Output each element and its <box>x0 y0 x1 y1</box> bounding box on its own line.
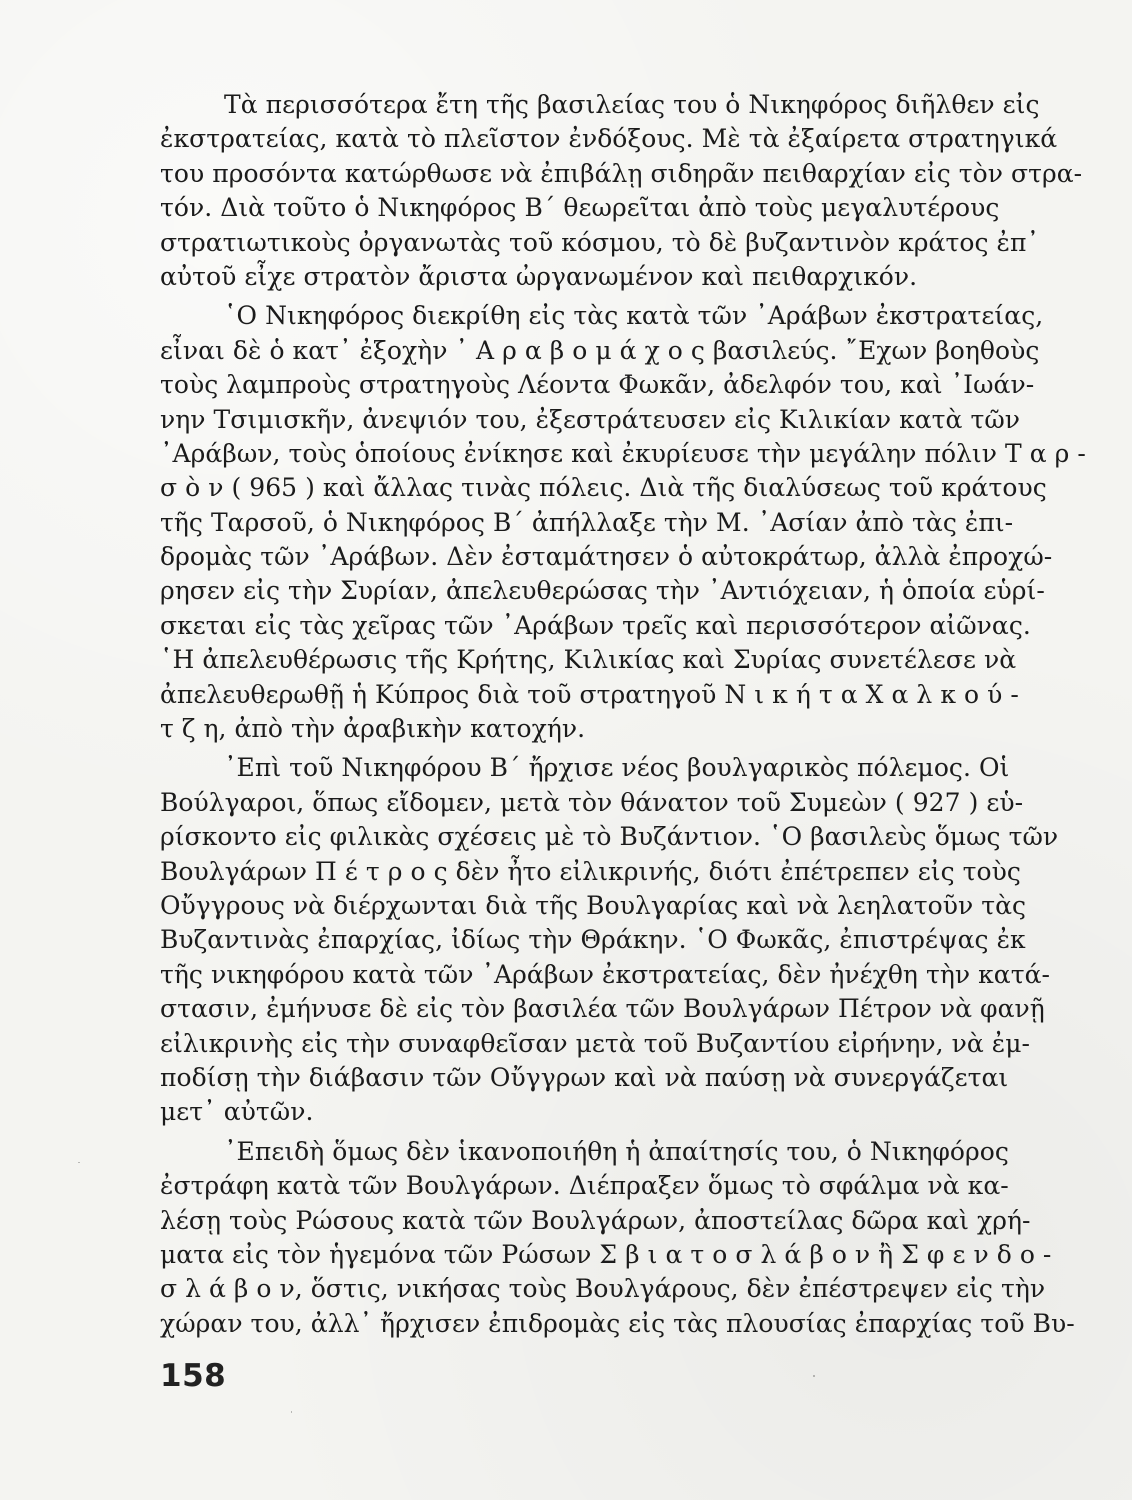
text-line: ἐκστρατείας, κατὰ τὸ πλεῖστον ἐνδόξους. Μὲ τὰ ἐξαίρετα στρατηγικά <box>160 124 1058 154</box>
text-line: ῾Ο Νικηφόρος διεκρίθη εἰς τὰς κατὰ τῶν ᾽Αράβων ἐκστρατείας, <box>224 301 1044 331</box>
text-line: ἀπελευθερωθῇ ἡ Κύπρος διὰ τοῦ στρατηγοῦ Ν ι κ ή τ α Χ α λ κ ο ύ - <box>160 679 1019 709</box>
text-line: αὐτοῦ εἶχε στρατὸν ἄριστα ὠργανωμένον καὶ πειθαρχικόν. <box>160 261 918 291</box>
text-line: τ ζ η, ἀπὸ τὴν ἀραβικὴν κατοχήν. <box>160 714 586 744</box>
text-line: εἰλικρινὴς εἰς τὴν συναφθεῖσαν μετὰ τοῦ Βυζαντίου εἰρήνην, νὰ ἐμ- <box>160 1028 1031 1058</box>
text-line: σ λ ά β ο ν, ὅστις, νικήσας τοὺς Βουλγάρους, δὲν ἐπέστρεψεν εἰς τὴν <box>160 1274 1046 1304</box>
text-line: του προσόντα κατώρθωσε νὰ ἐπιβάλῃ σιδηρᾶν πειθαρχίαν εἰς τὸν στρα- <box>160 158 1083 188</box>
body-text <box>160 88 1086 1341</box>
page-number: 158 <box>160 1358 227 1394</box>
text-line: χώραν του, ἀλλ᾽ ἤρχισεν ἐπιδρομὰς εἰς τὰς πλουσίας ἐπαρχίας τοῦ Βυ- <box>160 1308 1075 1338</box>
text-line: σ ὸ ν ( 965 ) καὶ ἄλλας τινὰς πόλεις. Διὰ τῆς διαλύσεως τοῦ κράτους <box>160 473 1047 503</box>
text-line: τοὺς λαμπροὺς στρατηγοὺς Λέοντα Φωκᾶν, ἀδελφόν του, καὶ ᾽Ιωάν- <box>160 370 1035 400</box>
text-line: Οὔγγρους νὰ διέρχωνται διὰ τῆς Βουλγαρίας καὶ νὰ λεηλατοῦν τὰς <box>160 890 1027 920</box>
text-line: Τὰ περισσότερα ἔτη τῆς βασιλείας του ὁ Νικηφόρος διῆλθεν εἰς <box>224 90 1040 119</box>
text-line: ρησεν εἰς τὴν Συρίαν, ἀπελευθερώσας τὴν ᾽Αντιόχειαν, ἡ ὁποία εὑρί- <box>160 576 1045 606</box>
text-line: τόν. Διὰ τοῦτο ὁ Νικηφόρος Β΄ θεωρεῖται ἀπὸ τοὺς μεγαλυτέρους <box>160 193 1000 223</box>
dust-speck <box>291 1411 292 1413</box>
text-line: εἶναι δὲ ὁ κατ᾽ ἐξοχὴν ᾽ Α ρ α β ο μ ά χ ο ς βασιλεύς. ῎Εχων βοηθοὺς <box>160 335 1040 365</box>
text-line: ῾Η ἀπελευθέρωσις τῆς Κρήτης, Κιλικίας καὶ Συρίας συνετέλεσε νὰ <box>160 645 1017 675</box>
text-line: στρατιωτικοὺς ὀργανωτὰς τοῦ κόσμου, τὸ δὲ βυζαντινὸν κράτος ἐπ᾽ <box>160 227 1040 257</box>
text-line: μετ᾽ αὐτῶν. <box>160 1097 314 1127</box>
text-line: ποδίσῃ τὴν διάβασιν τῶν Οὔγγρων καὶ νὰ παύσῃ νὰ συνεργάζεται <box>160 1062 1009 1092</box>
text-line: ᾽Επειδὴ ὅμως δὲν ἱκανοποιήθη ἡ ἀπαίτησίς του, ὁ Νικηφόρος <box>224 1136 1009 1166</box>
text-line: Βούλγαροι, ὅπως εἴδομεν, μετὰ τὸν θάνατον τοῦ Συμεὼν ( 927 ) εὑ- <box>160 787 1024 817</box>
text-line: ρίσκοντο εἰς φιλικὰς σχέσεις μὲ τὸ Βυζάντιον. ῾Ο βασιλεὺς ὅμως τῶν <box>160 822 1059 852</box>
text-line: τῆς Ταρσοῦ, ὁ Νικηφόρος Β΄ ἀπήλλαξε τὴν Μ. ᾽Ασίαν ἀπὸ τὰς ἐπι- <box>160 507 1014 537</box>
text-line: Βουλγάρων Π έ τ ρ ο ς δὲν ἦτο εἰλικρινής, διότι ἐπέτρεπεν εἰς τοὺς <box>160 856 1021 886</box>
text-line: λέσῃ τοὺς Ρώσους κατὰ τῶν Βουλγάρων, ἀποστείλας δῶρα καὶ χρή- <box>160 1205 1031 1235</box>
text-line: ἐστράφη κατὰ τῶν Βουλγάρων. Διέπραξεν ὅμως τὸ σφάλμα νὰ κα- <box>160 1171 1009 1201</box>
text-line: σκεται εἰς τὰς χεῖρας τῶν ᾽Αράβων τρεῖς καὶ περισσότερον αἰῶνας. <box>160 610 1031 640</box>
text-line: νην Τσιμισκῆν, ἀνεψιόν του, ἐξεστράτευσεν εἰς Κιλικίαν κατὰ τῶν <box>160 404 1021 434</box>
text-line: ᾽Αράβων, τοὺς ὁποίους ἐνίκησε καὶ ἐκυρίευσε τὴν μεγάλην πόλιν Τ α ρ - <box>160 438 1086 468</box>
dust-speck <box>813 1375 815 1377</box>
text-line: τῆς νικηφόρου κατὰ τῶν ᾽Αράβων ἐκστρατείας, δὲν ἠνέχθη τὴν κατά- <box>160 959 1051 989</box>
text-line: ᾽Επὶ τοῦ Νικηφόρου Β΄ ἤρχισε νέος βουλγαρικὸς πόλεμος. Οἱ <box>224 753 1010 783</box>
text-line: στασιν, ἐμήνυσε δὲ εἰς τὸν βασιλέα τῶν Βουλγάρων Πέτρον νὰ φανῇ <box>160 994 1045 1024</box>
text-line: ματα εἰς τὸν ἡγεμόνα τῶν Ρώσων Σ β ι α τ ο σ λ ά β ο ν ἢ Σ φ ε ν δ ο - <box>160 1239 1052 1269</box>
dust-speck <box>78 1162 80 1163</box>
text-line: δρομὰς τῶν ᾽Αράβων. Δὲν ἐσταμάτησεν ὁ αὐτοκράτωρ, ἀλλὰ ἐπροχώ- <box>160 542 1053 572</box>
text-line: Βυζαντινὰς ἐπαρχίας, ἰδίως τὴν Θράκην. ῾Ο Φωκᾶς, ἐπιστρέψας ἐκ <box>160 925 1026 955</box>
